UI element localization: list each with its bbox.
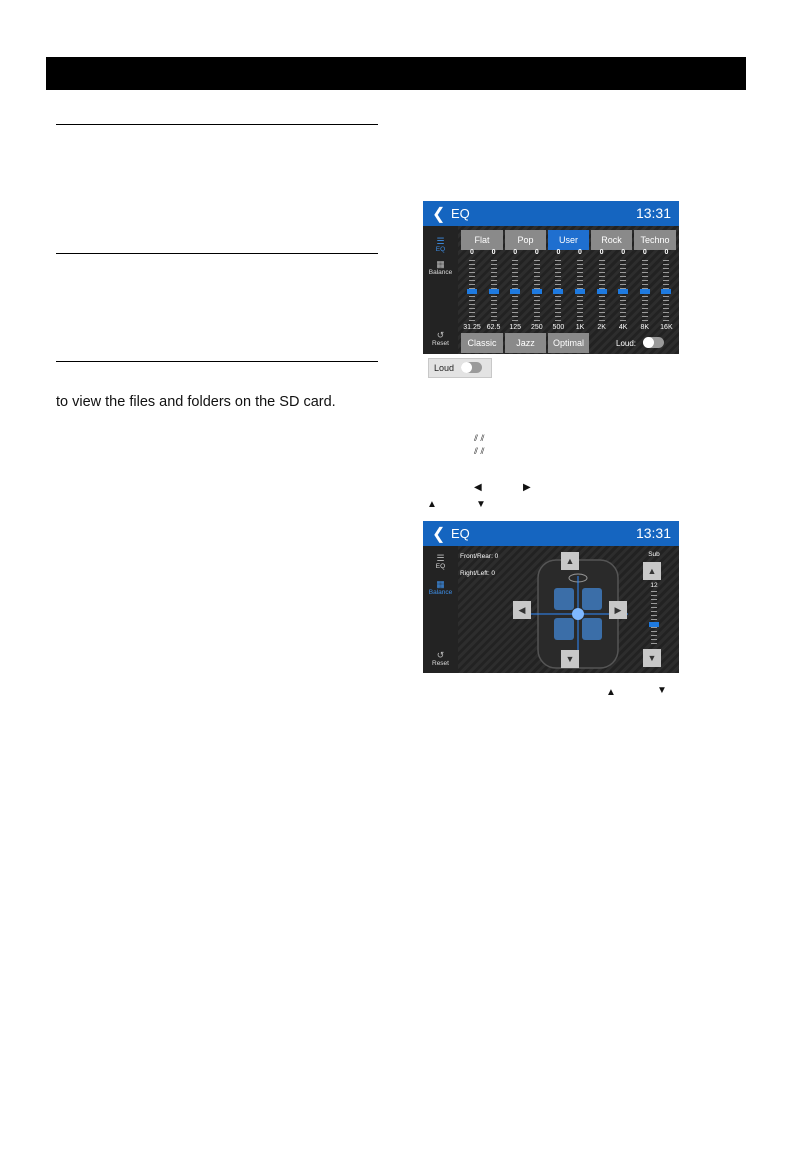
eq-sidebar: [423, 226, 458, 354]
down-arrow-icon: ▼: [476, 499, 486, 510]
sliders-icon: ☰: [436, 236, 445, 246]
sd-card-instruction: to view the files and folders on the SD card.: [56, 394, 336, 410]
preset-flat[interactable]: Flat: [461, 230, 503, 250]
sub-up-button[interactable]: ▲: [643, 562, 661, 580]
section-header-bar: [46, 57, 746, 90]
band-label-1: 62.5: [486, 324, 501, 331]
band-knob-9[interactable]: [661, 289, 671, 294]
reset-icon: ↺: [436, 330, 445, 340]
preset-user[interactable]: User: [548, 230, 589, 250]
eq-screen: [423, 201, 679, 354]
balance-sidebar: [423, 546, 458, 673]
up-arrow-icon: ▲: [427, 499, 437, 510]
band-label-3: 250: [530, 324, 543, 331]
sidebar-item-eq[interactable]: ☰ EQ: [423, 553, 458, 570]
band-knob-7[interactable]: [618, 289, 628, 294]
front-rear-readout: Front/Rear: 0: [460, 553, 499, 560]
loud-chip: Loud: [428, 358, 492, 378]
preset-classic[interactable]: Classic: [461, 333, 503, 353]
balance-down-button[interactable]: ▼: [561, 650, 579, 668]
band-value-7: 0: [621, 249, 626, 256]
band-value-9: 0: [664, 249, 669, 256]
preset-jazz[interactable]: Jazz: [505, 333, 546, 353]
band-label-2: 125: [509, 324, 522, 331]
band-value-5: 0: [578, 249, 582, 256]
divider-1: [56, 124, 378, 125]
right-arrow-icon: ▶: [523, 482, 531, 493]
sidebar-item-eq[interactable]: ☰ EQ: [423, 236, 458, 253]
balance-content: [458, 546, 679, 673]
sidebar-item-reset[interactable]: ↺ Reset: [423, 650, 458, 667]
sub-label: Sub: [648, 551, 660, 558]
band-label-0: 31.25: [463, 324, 481, 331]
preset-pop[interactable]: Pop: [505, 230, 546, 250]
eq-content: [458, 226, 679, 354]
balance-left-button[interactable]: ◀: [513, 601, 531, 619]
loud-chip-toggle: [461, 362, 482, 373]
preset-rock[interactable]: Rock: [591, 230, 632, 250]
band-knob-0[interactable]: [467, 289, 477, 294]
bottom-down-arrow-icon: ▼: [657, 685, 667, 696]
band-label-7: 4K: [618, 324, 628, 331]
band-value-1: 0: [491, 249, 496, 256]
preset-optimal[interactable]: Optimal: [548, 333, 589, 353]
band-value-0: 0: [470, 249, 474, 256]
band-label-8: 8K: [640, 324, 650, 331]
band-knob-2[interactable]: [510, 289, 520, 294]
balance-screen: [423, 521, 679, 673]
balance-right-button[interactable]: ▶: [609, 601, 627, 619]
seat-rear-right: [582, 618, 602, 640]
balance-grid-icon: ▦: [436, 259, 445, 269]
band-value-3: 0: [534, 249, 539, 256]
balance-up-button[interactable]: ▲: [561, 552, 579, 570]
sub-level-track[interactable]: [651, 591, 657, 646]
eq-header: [423, 201, 679, 226]
clock: 13:31: [635, 525, 671, 541]
back-chevron-icon[interactable]: ❮: [432, 526, 446, 543]
speaker-wave-top-icon: ⫽ ⫽: [474, 433, 485, 443]
back-chevron-icon[interactable]: ❮: [432, 206, 446, 223]
seat-front-left: [554, 588, 574, 610]
reset-icon: ↺: [436, 650, 445, 660]
band-label-5: 1K: [575, 324, 585, 331]
band-label-6: 2K: [597, 324, 606, 331]
band-label-4: 500: [552, 324, 565, 331]
left-arrow-icon: ◀: [474, 482, 482, 493]
band-value-6: 0: [599, 249, 604, 256]
speaker-wave-bottom-icon: ⫽ ⫽: [474, 446, 485, 456]
band-knob-8[interactable]: [640, 289, 650, 294]
sub-level-knob[interactable]: [649, 622, 659, 627]
bottom-up-arrow-icon: ▲: [606, 687, 616, 698]
band-knob-6[interactable]: [597, 289, 607, 294]
band-label-9: 16K: [660, 324, 673, 331]
balance-grid-icon: ▦: [436, 579, 445, 589]
sidebar-item-balance[interactable]: ▦ Balance: [423, 579, 458, 596]
sub-value: 12: [650, 582, 658, 589]
sub-down-button[interactable]: ▼: [643, 649, 661, 667]
balance-title: EQ: [451, 526, 470, 541]
balance-point[interactable]: [572, 608, 584, 620]
sidebar-item-balance[interactable]: ▦ Balance: [423, 259, 458, 276]
divider-3: [56, 361, 378, 362]
divider-2: [56, 253, 378, 254]
band-value-4: 0: [556, 249, 561, 256]
right-left-readout: Right/Left: 0: [460, 570, 496, 577]
band-knob-5[interactable]: [575, 289, 585, 294]
band-knob-3[interactable]: [532, 289, 542, 294]
band-knob-1[interactable]: [489, 289, 499, 294]
seat-rear-left: [554, 618, 574, 640]
band-value-2: 0: [513, 249, 518, 256]
loud-label: Loud:: [616, 339, 637, 348]
band-knob-4[interactable]: [553, 289, 563, 294]
balance-header: [423, 521, 679, 546]
preset-techno[interactable]: Techno: [634, 230, 676, 250]
sliders-icon: ☰: [436, 553, 445, 563]
eq-title: EQ: [451, 206, 470, 221]
band-value-8: 0: [642, 249, 647, 256]
loud-toggle[interactable]: [643, 337, 664, 348]
clock: 13:31: [635, 205, 671, 221]
sidebar-item-reset[interactable]: ↺ Reset: [423, 330, 458, 347]
seat-front-right: [582, 588, 602, 610]
